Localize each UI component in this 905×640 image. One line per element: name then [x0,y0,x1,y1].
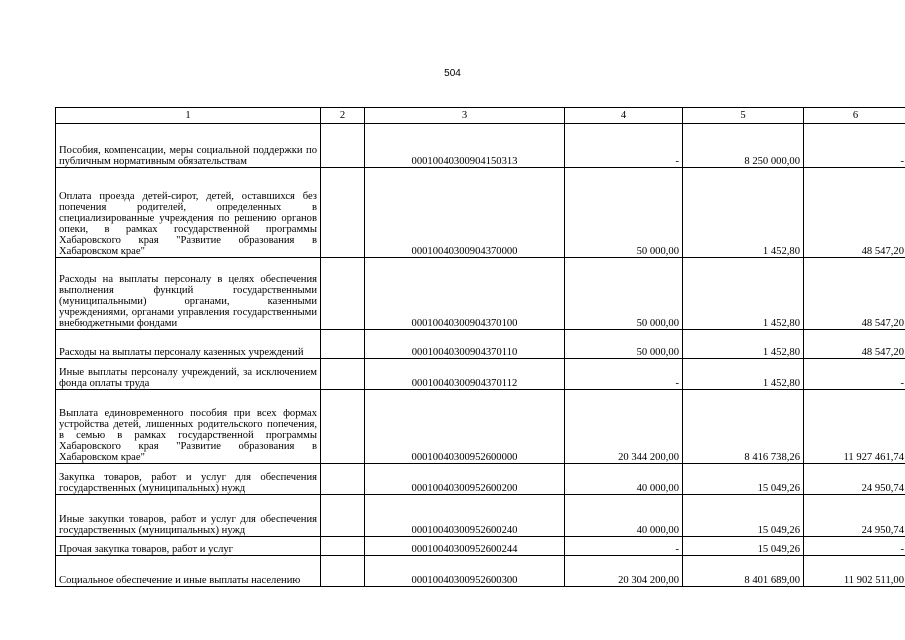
table-header [56,108,905,124]
row-col6: 48 547,20 [804,330,905,359]
table-row [56,556,905,587]
table-row [56,330,905,359]
row-col2 [321,124,365,168]
row-code: 00010040300952600200 [365,464,565,495]
row-col4: 20 344 200,00 [565,390,683,464]
row-col6: 24 950,74 [804,495,905,537]
row-col2 [321,330,365,359]
row-col2 [321,390,365,464]
row-name: Пособия, компенсации, меры социальной поддержки по публичным нормативным обязательствам [56,124,321,168]
row-col4: 40 000,00 [565,464,683,495]
row-name: Иные выплаты персоналу учреждений, за исключением фонда оплаты труда [56,359,321,390]
row-col5: 15 049,26 [683,495,804,537]
row-col6: 11 902 511,00 [804,556,905,587]
page-number: 504 [444,68,461,79]
row-col6: 48 547,20 [804,168,905,258]
header-row [56,108,905,124]
row-code: 00010040300952600244 [365,537,565,556]
row-col6: 11 927 461,74 [804,390,905,464]
row-col6: - [804,537,905,556]
row-col2 [321,556,365,587]
row-col2 [321,359,365,390]
table-row [56,464,905,495]
row-name: Оплата проезда детей-сирот, детей, оставшихся без попечения родителей, определенных в специализированные учреждения по решению органов опеки, в рамках государственной программы Хабаровского края "Развитие образования в Хабаровском крае" [56,168,321,258]
table-row [56,537,905,556]
budget-table [55,107,905,587]
table-row [56,359,905,390]
row-col4: 50 000,00 [565,258,683,330]
row-code: 00010040300904370000 [365,168,565,258]
table-row [56,124,905,168]
row-col5: 8 250 000,00 [683,124,804,168]
row-col5: 8 401 689,00 [683,556,804,587]
row-col5: 1 452,80 [683,258,804,330]
row-name: Закупка товаров, работ и услуг для обеспечения государственных (муниципальных) нужд [56,464,321,495]
row-col2 [321,258,365,330]
header-col-1: 1 [56,108,321,124]
row-name: Расходы на выплаты персоналу казенных учреждений [56,330,321,359]
row-code: 00010040300952600240 [365,495,565,537]
row-col5: 15 049,26 [683,464,804,495]
row-code: 00010040300952600000 [365,390,565,464]
row-col6: - [804,124,905,168]
row-col2 [321,464,365,495]
header-col-4: 4 [565,108,683,124]
row-name: Прочая закупка товаров, работ и услуг [56,537,321,556]
row-col6: 24 950,74 [804,464,905,495]
header-col-3: 3 [365,108,565,124]
row-col2 [321,495,365,537]
table-row [56,390,905,464]
table-row [56,495,905,537]
row-code: 00010040300904370112 [365,359,565,390]
table-body [56,124,905,587]
header-col-6: 6 [804,108,905,124]
row-code: 00010040300904370110 [365,330,565,359]
row-col4: - [565,359,683,390]
row-col5: 15 049,26 [683,537,804,556]
row-col6: 48 547,20 [804,258,905,330]
table-row [56,258,905,330]
row-col5: 8 416 738,26 [683,390,804,464]
row-col5: 1 452,80 [683,359,804,390]
header-col-2: 2 [321,108,365,124]
row-name: Социальное обеспечение и иные выплаты населению [56,556,321,587]
row-col2 [321,168,365,258]
row-name: Расходы на выплаты персоналу в целях обеспечения выполнения функций государственными (муниципальными) органами, казенными учреждениями, органами управления государственными внебюджетными фондами [56,258,321,330]
row-col4: - [565,124,683,168]
row-col4: 50 000,00 [565,168,683,258]
table-row [56,168,905,258]
row-col4: - [565,537,683,556]
row-code: 00010040300904370100 [365,258,565,330]
row-col5: 1 452,80 [683,168,804,258]
row-col6: - [804,359,905,390]
header-col-5: 5 [683,108,804,124]
row-code: 00010040300952600300 [365,556,565,587]
row-col4: 50 000,00 [565,330,683,359]
row-col4: 20 304 200,00 [565,556,683,587]
row-col4: 40 000,00 [565,495,683,537]
row-name: Выплата единовременного пособия при всех формах устройства детей, лишенных родительского попечения, в семью в рамках государственной программы Хабаровского края "Развитие образования в Хабаровском крае" [56,390,321,464]
row-code: 00010040300904150313 [365,124,565,168]
row-name: Иные закупки товаров, работ и услуг для обеспечения государственных (муниципальных) нужд [56,495,321,537]
row-col5: 1 452,80 [683,330,804,359]
row-col2 [321,537,365,556]
